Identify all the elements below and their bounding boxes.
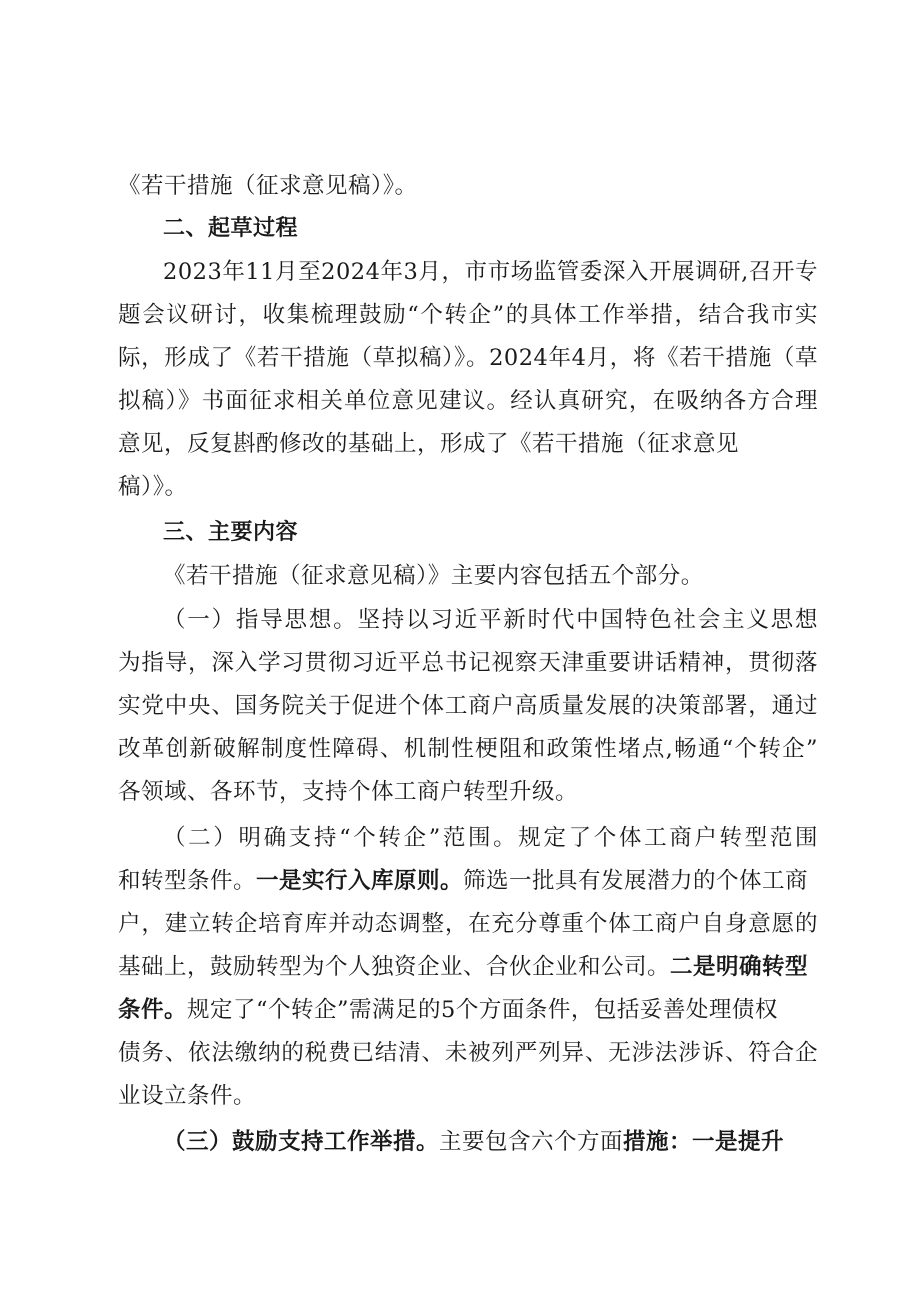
inline-text: 和转型条件。 — [118, 868, 257, 894]
paragraph-line-mixed — [163, 1126, 818, 1158]
paragraph-line: 拟稿）》书面征求相关单位意见建议。经认真研究，在吸纳各方合理 — [118, 388, 818, 414]
paragraph-line: 《若干措施（征求意见稿）》主要内容包括五个部分。 — [163, 563, 704, 589]
paragraph-line: 业设立条件。 — [118, 1083, 257, 1109]
inline-text: 规定了“个转企”需满足的5个方面条件，包括妥善处理债权 — [187, 997, 778, 1023]
paragraph-line: 2023年11月至2024年3月，市市场监管委深入开展调研,召开专 — [163, 259, 818, 285]
inline-bold-text: （三）鼓励支持工作举措。 — [163, 1129, 440, 1155]
paragraph-line: （二）明确支持“个转企”范围。规定了个体工商户转型范围 — [163, 825, 818, 851]
inline-bold-text: 二是明确转型 — [670, 954, 809, 980]
inline-bold-text: 措施：一是提升 — [623, 1129, 785, 1155]
paragraph-line: 意见，反复斟酌修改的基础上，形成了《若干措施（征求意见 — [118, 431, 740, 457]
section-heading-drafting-process: 二、起草过程 — [163, 216, 299, 241]
paragraph-line: 债务、依法缴纳的税费已结清、未被列严列异、无涉法涉诉、符合企 — [118, 1040, 818, 1066]
inline-bold-text: 条件。 — [118, 997, 188, 1023]
paragraph-line: 改革创新破解制度性障碍、机制性梗阻和政策性堵点,畅通“个转企” — [118, 736, 818, 762]
paragraph-line: 为指导，深入学习贯彻习近平总书记视察天津重要讲话精神，贯彻落 — [118, 650, 818, 676]
paragraph-line: 际，形成了《若干措施（草拟稿）》。2024年4月，将《若干措施（草 — [118, 345, 818, 371]
paragraph-line: 实党中央、国务院关于促进个体工商户高质量发展的决策部署，通过 — [118, 693, 818, 719]
paragraph-line: 各领域、各环节，支持个体工商户转型升级。 — [118, 779, 579, 805]
paragraph-line-mixed — [118, 994, 818, 1026]
section-heading-main-content: 三、主要内容 — [163, 520, 299, 545]
paragraph-line: 题会议研讨，收集梳理鼓励“个转企”的具体工作举措，结合我市实 — [118, 302, 818, 328]
inline-text: 基础上，鼓励转型为个人独资企业、合伙企业和公司。 — [118, 954, 671, 980]
paragraph-line-mixed — [118, 951, 818, 983]
inline-bold-text: 一是实行入库原则。 — [256, 868, 464, 894]
paragraph-line: 《若干措施（征求意见稿）》。 — [118, 173, 418, 199]
paragraph-line-mixed — [118, 865, 818, 897]
paragraph-line: （一）指导思想。坚持以习近平新时代中国特色社会主义思想 — [163, 607, 818, 633]
inline-text: 主要包含六个方面 — [439, 1129, 624, 1155]
paragraph-line: 稿）》。 — [118, 474, 188, 500]
paragraph-line: 户，建立转企培育库并动态调整，在充分尊重个体工商户自身意愿的 — [118, 911, 818, 937]
inline-text: 筛选一批具有发展潜力的个体工商 — [463, 868, 809, 894]
